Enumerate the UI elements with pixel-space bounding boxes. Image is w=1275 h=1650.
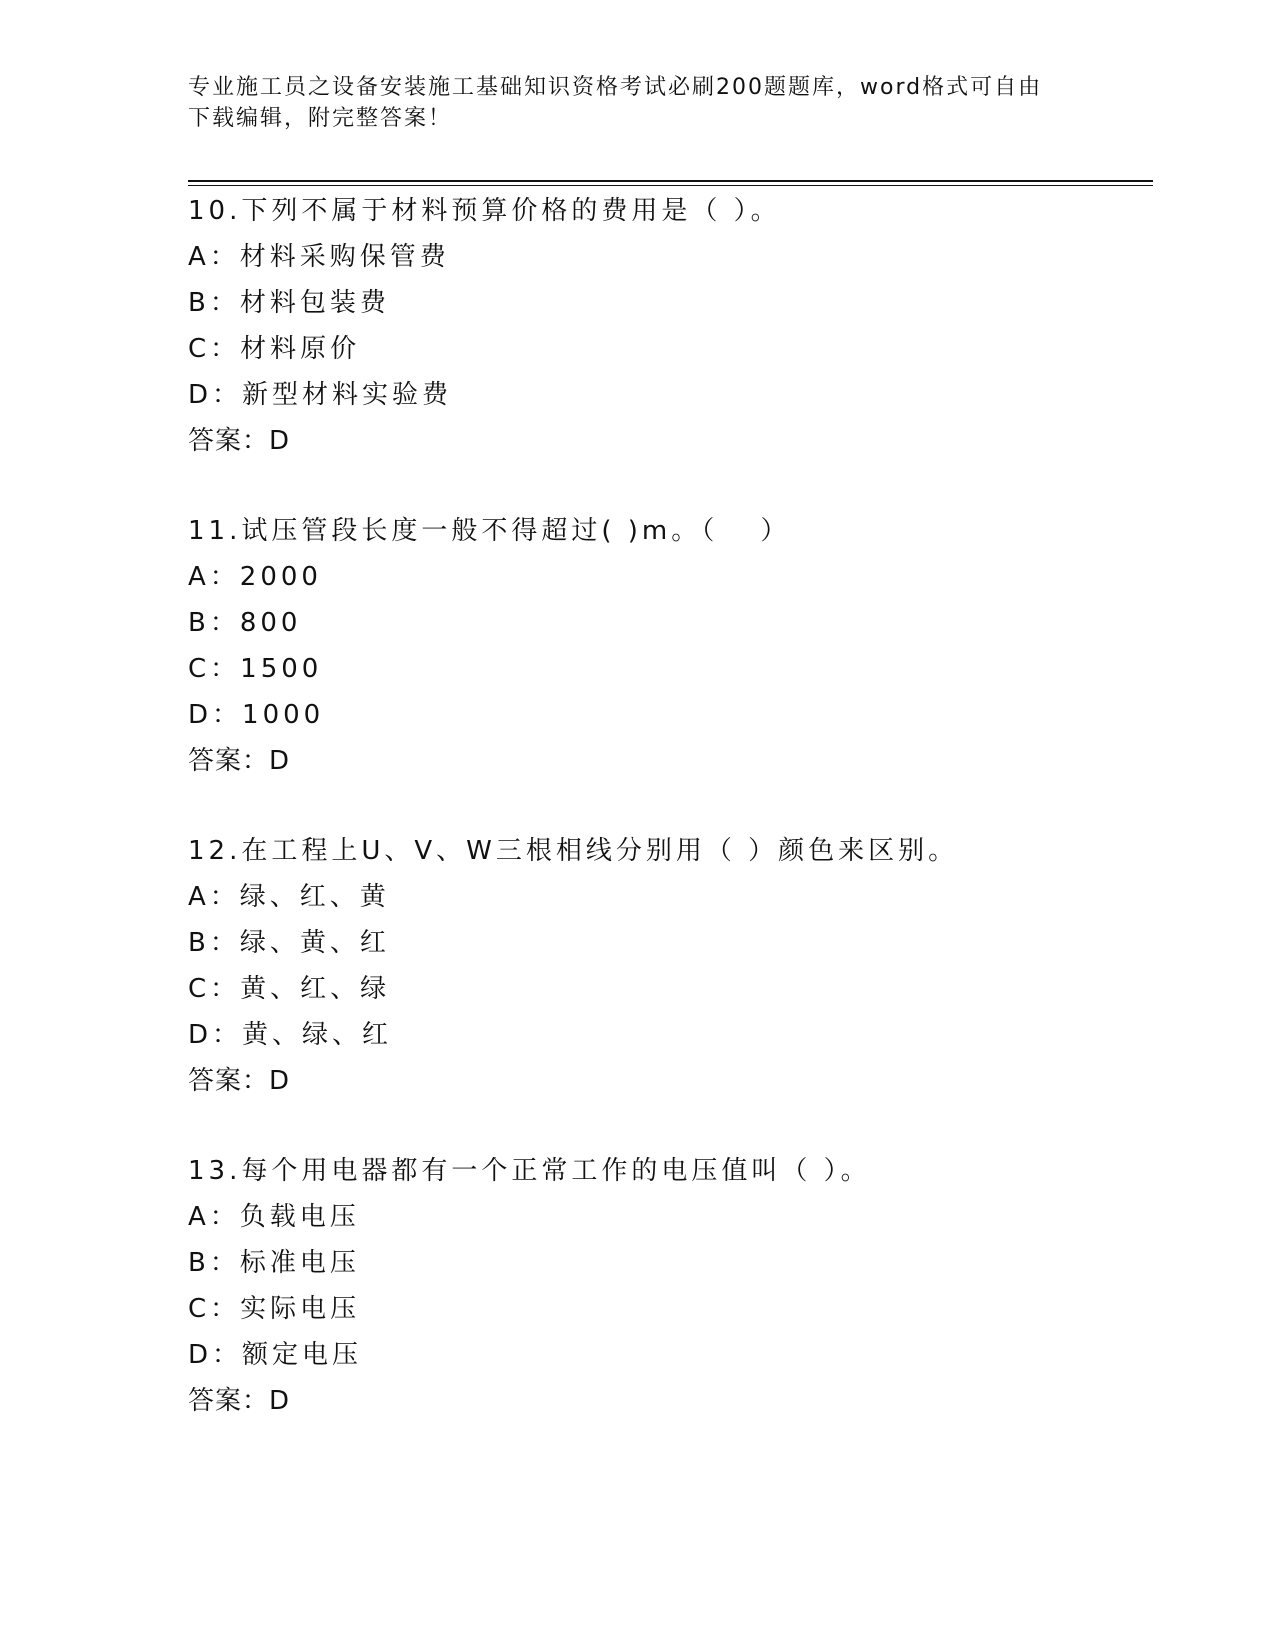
option-a: A：负载电压 — [188, 1202, 360, 1232]
option-d: D：1000 — [188, 700, 325, 730]
header-divider — [188, 180, 1153, 186]
answer-line: 答案：D — [188, 746, 291, 776]
option-d: D：新型材料实验费 — [188, 380, 453, 410]
option-b: B：绿、黄、红 — [188, 928, 390, 958]
question-block-13 — [188, 1148, 1148, 1424]
question-title: 13.每个用电器都有一个正常工作的电压值叫（ ）。 — [188, 1156, 871, 1186]
question-block-12 — [188, 828, 1148, 1104]
option-c: C：黄、红、绿 — [188, 974, 391, 1004]
answer-line: 答案：D — [188, 1066, 291, 1096]
answer-line: 答案：D — [188, 426, 291, 456]
question-title: 11.试压管段长度一般不得超过( )m。（ ） — [188, 516, 791, 546]
question-title: 12.在工程上U、V、W三根相线分别用（ ）颜色来区别。 — [188, 836, 959, 866]
question-block-10 — [188, 188, 1148, 464]
option-c: C：材料原价 — [188, 334, 361, 364]
document-header-note — [188, 72, 1088, 134]
option-a: A：材料采购保管费 — [188, 242, 450, 272]
question-title: 10.下列不属于材料预算价格的费用是（ ）。 — [188, 196, 781, 226]
header-line-2: 下载编辑，附完整答案！ — [188, 106, 453, 131]
option-c: C：1500 — [188, 654, 323, 684]
option-d: D：黄、绿、红 — [188, 1020, 393, 1050]
option-d: D：额定电压 — [188, 1340, 363, 1370]
question-block-11 — [188, 508, 1148, 784]
option-a: A：2000 — [188, 562, 322, 592]
option-a: A：绿、红、黄 — [188, 882, 390, 912]
option-c: C：实际电压 — [188, 1294, 361, 1324]
answer-line: 答案：D — [188, 1386, 291, 1416]
header-line-1: 专业施工员之设备安装施工基础知识资格考试必刷200题题库，word格式可自由 — [188, 75, 1043, 100]
option-b: B：800 — [188, 608, 302, 638]
option-b: B：材料包装费 — [188, 288, 390, 318]
option-b: B：标准电压 — [188, 1248, 360, 1278]
